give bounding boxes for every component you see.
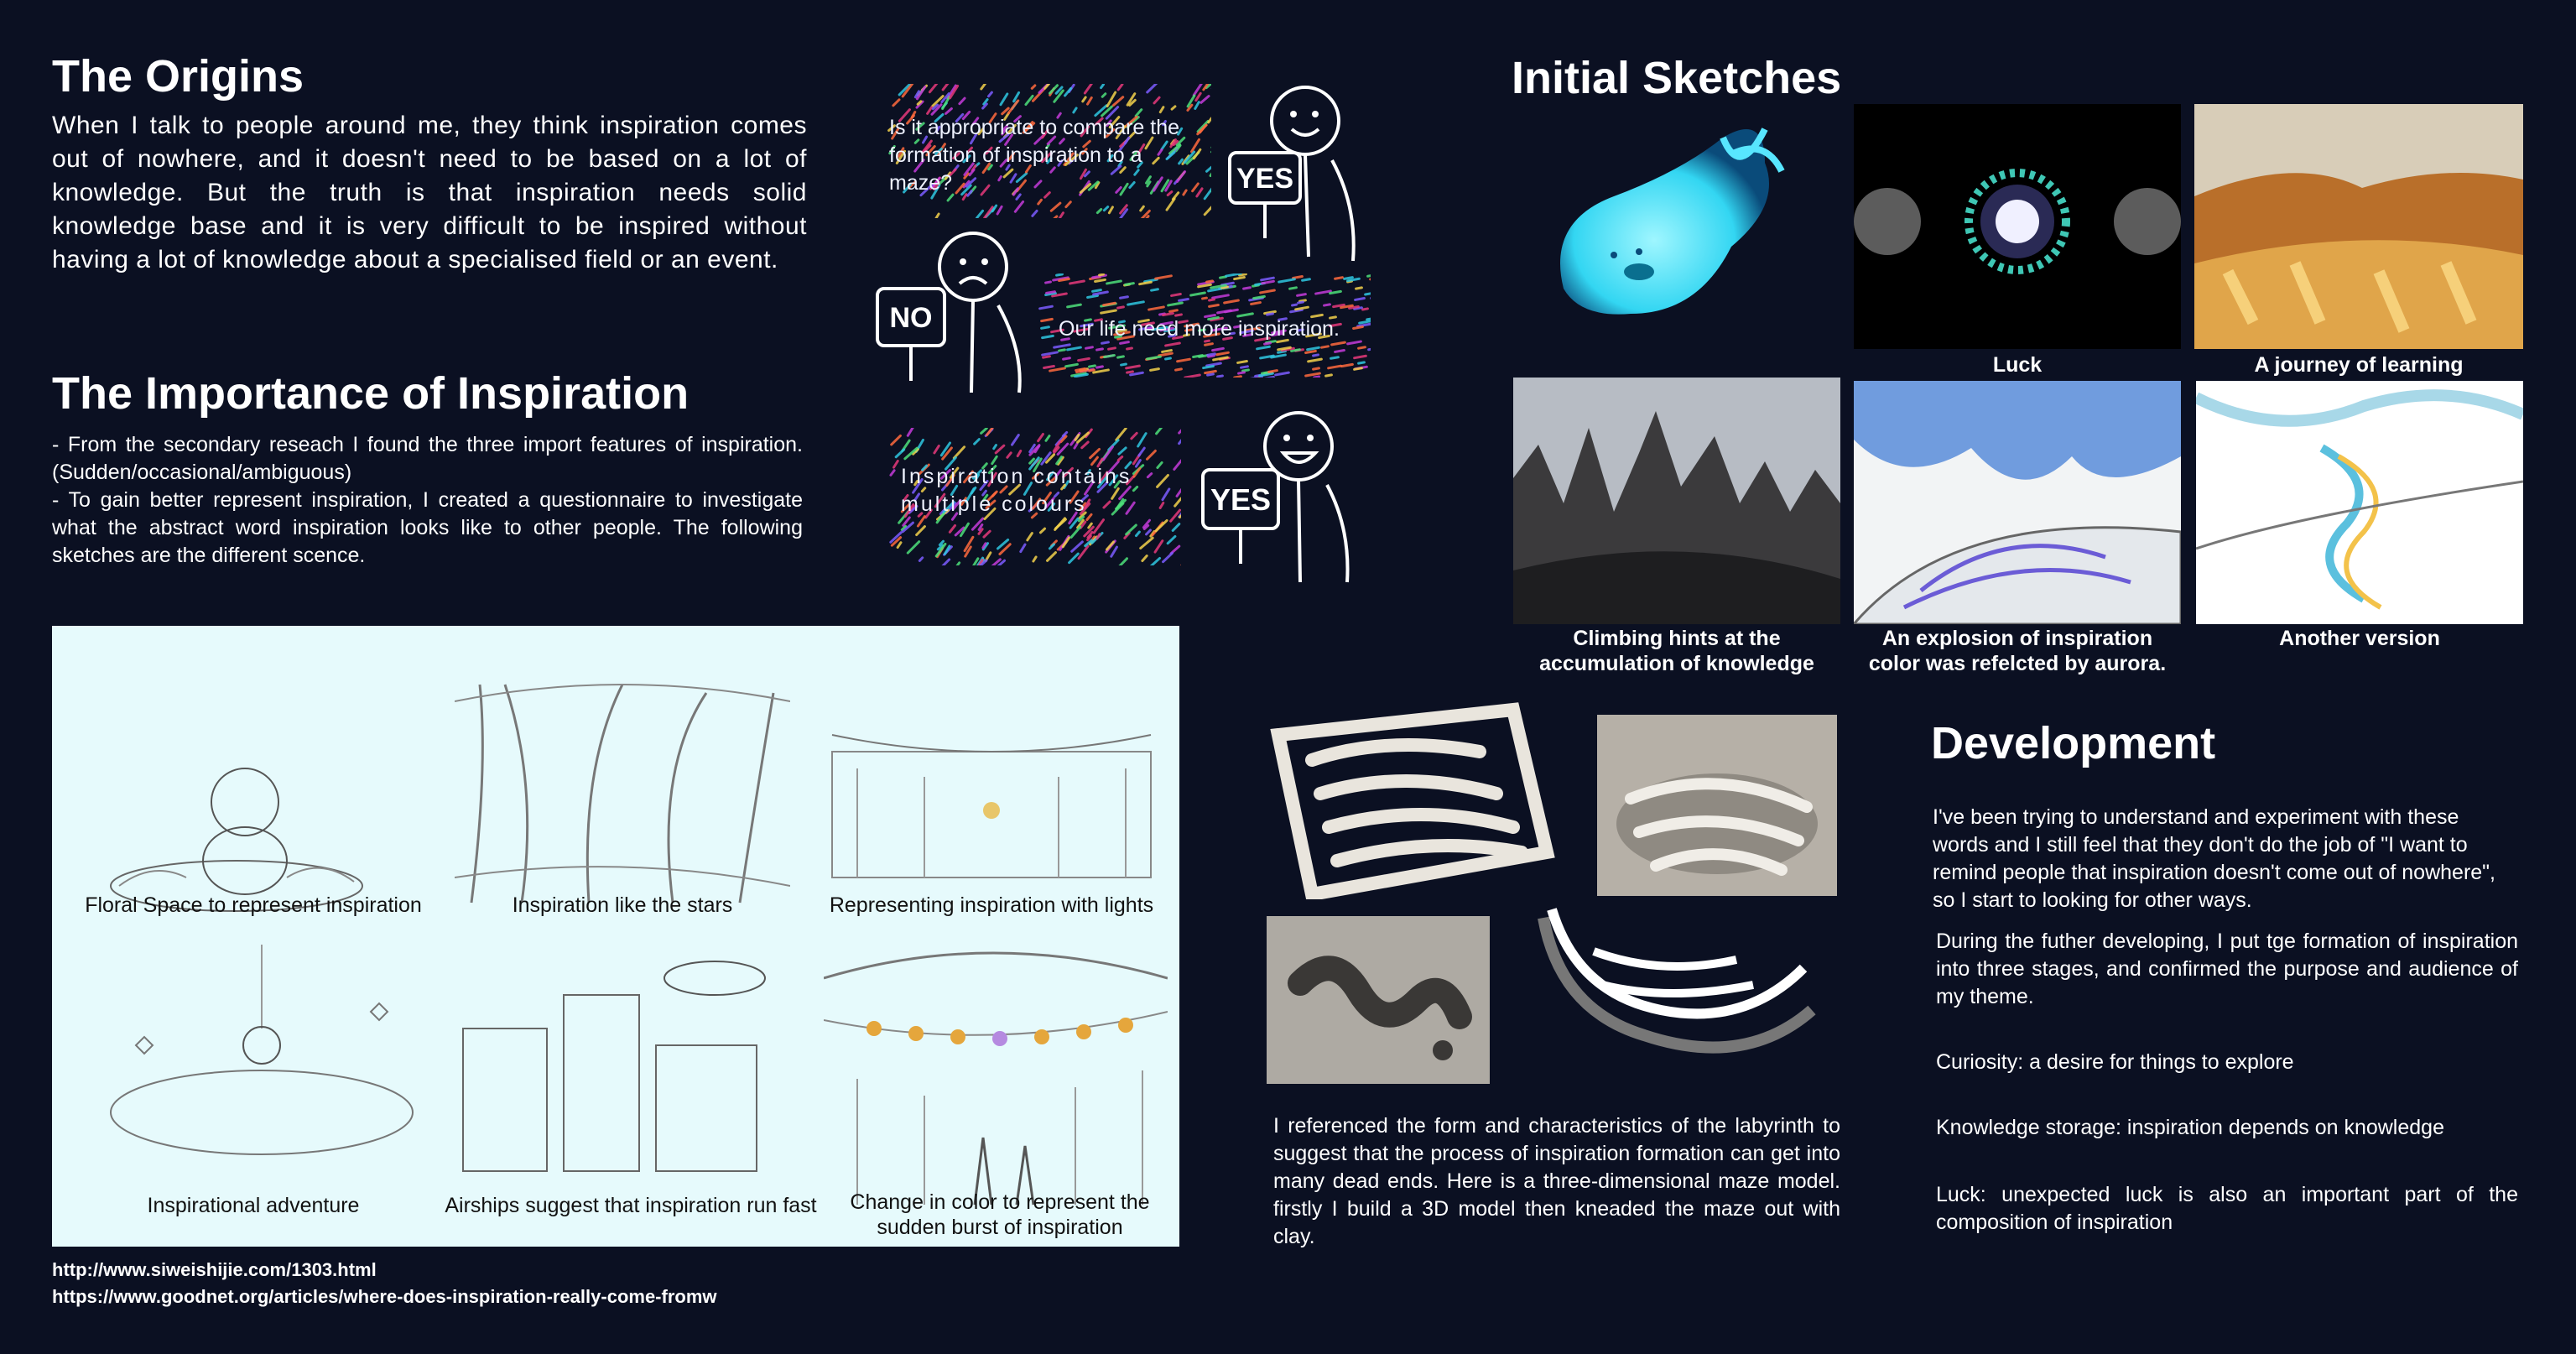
decorative-stroke — [980, 84, 989, 91]
decorative-stroke — [1126, 346, 1133, 350]
decorative-stroke — [1149, 367, 1161, 372]
decorative-stroke — [1069, 280, 1085, 285]
decorative-stroke — [918, 556, 924, 563]
decorative-stroke — [1211, 346, 1225, 352]
decorative-stroke — [1040, 325, 1051, 329]
decorative-stroke — [1184, 373, 1202, 378]
decorative-stroke — [1301, 278, 1311, 282]
decorative-stroke — [1258, 355, 1274, 360]
decorative-stroke — [1323, 303, 1331, 307]
decorative-stroke — [890, 433, 903, 445]
decorative-stroke — [1117, 557, 1128, 565]
decorative-stroke — [1127, 300, 1145, 306]
decorative-stroke — [1139, 537, 1154, 550]
pencil-sketch-floral — [102, 676, 371, 919]
decorative-stroke — [1083, 84, 1093, 96]
decorative-stroke — [1320, 345, 1330, 349]
decorative-stroke — [1208, 298, 1215, 301]
decorative-stroke — [1167, 302, 1184, 307]
decorative-stroke — [1256, 345, 1272, 350]
decorative-stroke — [1216, 374, 1224, 378]
decorative-stroke — [1080, 440, 1090, 450]
decorative-stroke — [1013, 200, 1024, 214]
origins-body: When I talk to people around me, they think inspiration comes out of nowhere, and it doesn't need to be based on a lot of knowledge. But the truth is that inspiration needs solid knowledge base and it is very difficult to be inspired without having a lot of knowledge about a specialised field or an event. — [52, 112, 807, 273]
decorative-stroke — [1066, 303, 1082, 308]
reference-link-2[interactable]: https://www.goodnet.org/articles/where-does-inspiration-really-come-fromw — [52, 1286, 717, 1307]
decorative-stroke — [1278, 278, 1296, 284]
decorative-stroke — [1291, 303, 1298, 306]
decorative-stroke — [999, 92, 1009, 107]
maze-line-drawing — [1527, 884, 1829, 1094]
pencil-sketches-panel — [52, 626, 1179, 1247]
pencil-sketch-color-burst — [824, 928, 1168, 1213]
decorative-stroke — [1355, 286, 1363, 290]
sketch-luck — [1854, 104, 2181, 349]
decorative-stroke — [1062, 357, 1071, 361]
decorative-stroke — [1130, 432, 1139, 441]
decorative-stroke — [1366, 346, 1371, 351]
decorative-stroke — [1210, 177, 1211, 193]
decorative-stroke — [1120, 362, 1128, 367]
decorative-stroke — [1006, 451, 1013, 460]
development-p5: Luck: unexpected luck is also an important part of the composition of inspiration — [1936, 1183, 2518, 1234]
decorative-stroke — [1242, 286, 1252, 290]
pencil-caption-2: Inspiration like the stars — [512, 893, 733, 917]
decorative-stroke — [1040, 318, 1054, 323]
decorative-stroke — [1135, 530, 1142, 537]
pencil-sketch-stars — [455, 668, 790, 919]
decorative-stroke — [1311, 367, 1319, 371]
development-p1: I've been trying to understand and experiment with these words and I still feel that they don't do the job of "I want to remind people that inspiration doesn't come out of nowhere", so I start to looking for other ways. — [1933, 805, 2495, 912]
decorative-stroke — [1200, 94, 1210, 104]
decorative-stroke — [1174, 367, 1183, 372]
decorative-stroke — [939, 558, 951, 565]
decorative-stroke — [1085, 346, 1094, 350]
decorative-stroke — [1039, 527, 1047, 534]
decorative-stroke — [889, 468, 897, 477]
decorative-stroke — [1176, 358, 1191, 363]
caption-luck: Luck — [1992, 353, 2043, 377]
yes-sign-2: YES — [1210, 482, 1272, 517]
decorative-stroke — [1139, 205, 1146, 212]
decorative-stroke — [1259, 289, 1276, 294]
decorative-stroke — [1178, 298, 1189, 302]
decorative-stroke — [1153, 539, 1164, 553]
development-p2: During the futher developing, I put tge formation of inspiration into three stages, and confirmed the purpose and audience of my theme. — [1936, 930, 2518, 1008]
decorative-stroke — [1141, 555, 1149, 563]
decorative-stroke — [1233, 276, 1246, 281]
decorative-stroke — [1138, 281, 1153, 286]
decorative-stroke — [1072, 107, 1078, 114]
caption-climbing: Climbing hints at the accumulation of knowledge — [1539, 627, 1814, 675]
decorative-stroke — [1204, 342, 1214, 346]
sketch-blue-spirit — [1513, 104, 1847, 352]
pencil-caption-1: Floral Space to represent inspiration — [85, 893, 422, 917]
pencil-sketch-adventure — [102, 945, 421, 1171]
decorative-stroke — [1189, 291, 1206, 296]
decorative-stroke — [1312, 354, 1319, 357]
decorative-stroke — [1149, 288, 1158, 292]
caption-explosion: An explosion of inspiration color was refelcted by aurora. — [1868, 627, 2167, 675]
decorative-stroke — [1170, 293, 1182, 297]
decorative-stroke — [934, 211, 939, 218]
decorative-stroke — [1178, 435, 1181, 446]
decorative-stroke — [1210, 135, 1211, 149]
maze-model-render — [1262, 701, 1555, 899]
decorative-stroke — [1147, 306, 1165, 312]
decorative-stroke — [906, 539, 920, 554]
decorative-stroke — [1296, 293, 1307, 297]
decorative-stroke — [929, 84, 940, 94]
decorative-stroke — [1031, 209, 1038, 217]
decorative-stroke — [1064, 200, 1073, 208]
comic-question-3: Inspiration contains multiple colours — [901, 465, 1132, 516]
no-sign: NO — [889, 302, 933, 334]
decorative-stroke — [1208, 304, 1220, 308]
comic-question-2: Our life need more inspiration. — [1059, 317, 1340, 341]
decorative-stroke — [1086, 96, 1094, 106]
decorative-stroke — [1288, 286, 1298, 290]
sketches-title: Initial Sketches — [1512, 53, 1842, 103]
yes-figure-1 — [1215, 81, 1366, 265]
sketch-journey — [2194, 104, 2523, 349]
decorative-stroke — [1353, 355, 1367, 360]
maze-description: I referenced the form and characteristics of the labyrinth to suggest that the process of inspiration formation can get into many dead ends. Here is a three-dimensional maze model. firstly I build a 3D model then kneaded the maze out with clay. — [1273, 1114, 1840, 1248]
decorative-stroke — [1106, 346, 1116, 351]
decorative-stroke — [1049, 201, 1062, 213]
reference-link-1[interactable]: http://www.siweishijie.com/1303.html — [52, 1259, 377, 1280]
decorative-stroke — [1233, 375, 1242, 378]
decorative-stroke — [1370, 295, 1371, 299]
decorative-stroke — [1116, 84, 1124, 91]
decorative-stroke — [958, 96, 966, 106]
decorative-stroke — [1030, 84, 1037, 91]
decorative-stroke — [1357, 361, 1366, 365]
decorative-stroke — [1179, 551, 1181, 565]
decorative-stroke — [1042, 355, 1051, 359]
decorative-stroke — [1145, 449, 1157, 461]
decorative-stroke — [1016, 449, 1023, 457]
decorative-stroke — [1327, 364, 1342, 369]
decorative-stroke — [892, 460, 899, 469]
decorative-stroke — [1203, 202, 1211, 216]
decorative-stroke — [1063, 86, 1073, 97]
reference-links — [52, 1257, 717, 1310]
decorative-stroke — [1010, 434, 1020, 446]
sketch-another — [2196, 381, 2523, 624]
decorative-stroke — [1095, 533, 1101, 540]
decorative-stroke — [1223, 299, 1240, 305]
decorative-stroke — [1041, 335, 1055, 340]
decorative-stroke — [1354, 296, 1366, 300]
decorative-stroke — [1324, 373, 1333, 378]
sketch-explosion — [1854, 381, 2181, 624]
yes-sign-1: YES — [1236, 163, 1294, 195]
decorative-stroke — [1171, 523, 1181, 533]
development-p4: Knowledge storage: inspiration depends on knowledge — [1936, 1116, 2444, 1139]
decorative-stroke — [1353, 367, 1364, 371]
decorative-stroke — [1101, 91, 1107, 98]
decorative-stroke — [1177, 428, 1181, 435]
yes-figure-2 — [1193, 403, 1361, 587]
decorative-stroke — [1153, 96, 1161, 105]
decorative-stroke — [1307, 358, 1323, 363]
pencil-sketch-airships — [446, 928, 799, 1180]
pencil-caption-6: Change in color to represent the sudden burst of inspiration — [850, 1190, 1150, 1239]
decorative-stroke — [1076, 357, 1090, 362]
decorative-stroke — [1250, 301, 1262, 305]
development-title: Development — [1931, 718, 2216, 768]
development-p3: Curiosity: a desire for things to explore — [1936, 1050, 2294, 1074]
decorative-stroke — [1116, 455, 1124, 461]
decorative-stroke — [906, 428, 917, 438]
decorative-stroke — [1125, 364, 1141, 369]
decorative-stroke — [1117, 446, 1127, 456]
maze-clay-photo-1 — [1597, 715, 1837, 896]
decorative-stroke — [1164, 357, 1172, 361]
decorative-stroke — [1046, 551, 1058, 563]
decorative-stroke — [1215, 310, 1231, 315]
caption-another: Another version — [2279, 627, 2440, 650]
decorative-stroke — [1236, 360, 1248, 364]
sketch-climbing — [1513, 378, 1840, 624]
decorative-stroke — [1145, 84, 1158, 94]
decorative-stroke — [1044, 435, 1051, 443]
maze-clay-photo-2 — [1267, 916, 1490, 1084]
decorative-stroke — [1149, 557, 1162, 565]
decorative-stroke — [1019, 543, 1027, 553]
decorative-stroke — [1119, 295, 1129, 299]
decorative-stroke — [953, 561, 960, 565]
pencil-caption-4: Inspirational adventure — [147, 1194, 360, 1217]
decorative-stroke — [1161, 551, 1174, 564]
decorative-stroke — [1095, 347, 1104, 352]
importance-body: - From the secondary reseach I found the three import features of inspiration. (Sudden/occasional/ambiguous) - To gain better represent inspiration, I created a questionnaire to investigate what the abstract word inspiration looks like to other people. The following sketches are the different scence. — [52, 433, 803, 567]
decorative-stroke — [1066, 346, 1082, 352]
decorative-stroke — [1116, 356, 1125, 360]
decorative-stroke — [973, 438, 981, 446]
pencil-sketch-lights — [824, 701, 1159, 911]
decorative-stroke — [1032, 555, 1038, 563]
origins-title: The Origins — [52, 51, 304, 102]
decorative-stroke — [1057, 211, 1064, 218]
decorative-stroke — [1154, 428, 1163, 435]
decorative-stroke — [1099, 84, 1105, 90]
decorative-stroke — [1036, 197, 1043, 205]
decorative-stroke — [1334, 349, 1345, 353]
decorative-stroke — [1026, 532, 1034, 543]
pencil-caption-5: Airships suggest that inspiration run fast — [445, 1194, 817, 1217]
decorative-stroke — [1154, 518, 1169, 533]
decorative-stroke — [982, 529, 992, 539]
decorative-stroke — [1100, 309, 1118, 315]
decorative-stroke — [986, 91, 993, 98]
decorative-stroke — [1116, 305, 1124, 310]
decorative-stroke — [1048, 543, 1055, 550]
decorative-stroke — [1136, 432, 1147, 448]
decorative-stroke — [1340, 362, 1354, 367]
decorative-stroke — [1154, 274, 1173, 280]
decorative-stroke — [1170, 105, 1177, 111]
no-figure — [872, 225, 1040, 401]
decorative-stroke — [1137, 446, 1147, 457]
decorative-stroke — [933, 444, 941, 455]
decorative-stroke — [1158, 105, 1165, 113]
decorative-stroke — [1044, 280, 1053, 284]
comic-question-1: Is it appropriate to compare the formation of inspiration to a maze? — [889, 116, 1180, 195]
decorative-stroke — [1095, 207, 1103, 215]
decorative-stroke — [891, 98, 900, 107]
decorative-stroke — [1330, 356, 1340, 360]
decorative-stroke — [1356, 346, 1366, 350]
decorative-stroke — [1064, 362, 1080, 367]
decorative-stroke — [1237, 371, 1246, 375]
decorative-stroke — [1166, 534, 1177, 545]
decorative-stroke — [1057, 348, 1065, 352]
decorative-stroke — [1363, 290, 1371, 295]
decorative-stroke — [1202, 364, 1215, 369]
caption-journey: A journey of learning — [2254, 353, 2464, 377]
decorative-stroke — [1038, 305, 1054, 310]
decorative-stroke — [1106, 280, 1122, 285]
pencil-caption-3: Representing inspiration with lights — [829, 893, 1154, 917]
decorative-stroke — [1095, 365, 1105, 369]
importance-title: The Importance of Inspiration — [52, 368, 690, 419]
